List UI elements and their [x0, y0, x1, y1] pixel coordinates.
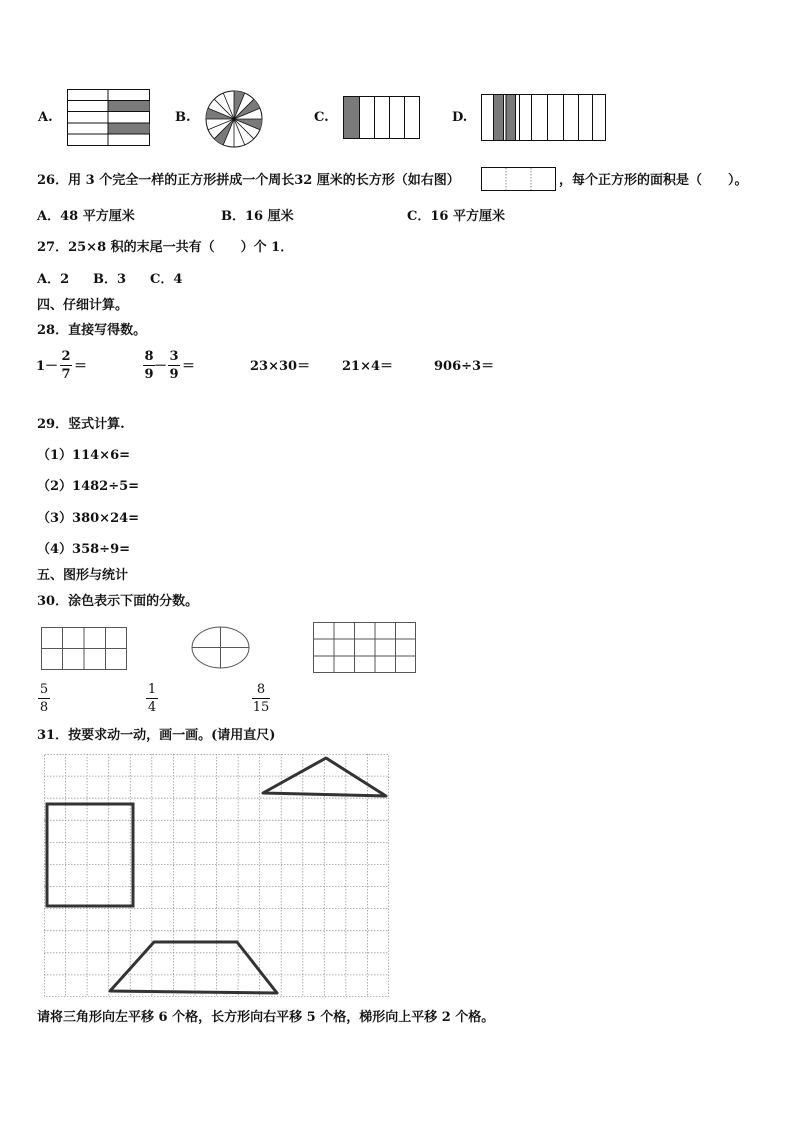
- q29-item-4: （4）358÷9=: [37, 542, 131, 557]
- q28-e1-fraction: [60, 349, 72, 382]
- q28-e2-equals: ＝: [182, 359, 196, 374]
- q29-title: 29．竖式计算.: [37, 417, 125, 432]
- q26-option-b: B．16 厘米: [221, 209, 294, 224]
- q28-e1-denominator: 7: [61, 367, 71, 382]
- q28-e5: 906÷3＝: [434, 359, 495, 374]
- q26-option-a: A．48 平方厘米: [37, 209, 135, 224]
- option-b-label: B.: [175, 110, 191, 125]
- q30-fraction-5-8: [38, 682, 50, 715]
- q28-e4: 21×4＝: [342, 359, 394, 374]
- q29-item-1: （1）114×6=: [37, 448, 131, 463]
- q30-fraction-8-15: [252, 682, 270, 715]
- option-c-label: C.: [314, 110, 329, 125]
- q26-text-before: 26．用 3 个完全一样的正方形拼成一个周长32 厘米的长方形（如右图）: [37, 173, 460, 188]
- q28-e2-denominator-2: 9: [169, 367, 179, 382]
- q30-rectangle-15-parts[interactable]: [313, 622, 417, 674]
- q28-title: 28．直接写得数。: [37, 323, 147, 338]
- q30-fraction-1-denominator: 8: [39, 700, 49, 715]
- option-a-figure: [67, 89, 151, 147]
- q28-e2-numerator-2: 3: [169, 349, 179, 364]
- q28-e1-equals: ＝: [74, 359, 88, 374]
- q26-rectangle-figure: [481, 167, 557, 192]
- q28-e1-whole: 1－: [36, 359, 59, 374]
- q27-option-c: C．4: [150, 272, 183, 287]
- q30-fraction-3-denominator: 15: [252, 700, 270, 715]
- q31-grid[interactable]: [44, 754, 390, 998]
- q31-rectangle: [47, 804, 133, 906]
- q26-option-c: C．16 平方厘米: [407, 209, 505, 224]
- q31-trapezoid: [110, 942, 277, 993]
- q30-fraction-1-numerator: 5: [39, 682, 49, 697]
- q26-text-after: ，每个正方形的面积是（ ）。: [559, 173, 748, 188]
- q30-title: 30．涂色表示下面的分数。: [37, 594, 199, 609]
- q31-instruction: 请将三角形向左平移 6 个格，长方形向右平移 5 个格，梯形向上平移 2 个格。: [37, 1010, 495, 1025]
- q28-e2-denominator-1: 9: [144, 367, 154, 382]
- q28-e3: 23×30＝: [250, 359, 311, 374]
- q29-item-2: （2）1482÷5=: [37, 479, 140, 494]
- q31-title: 31．按要求动一动，画一画。(请用直尺): [37, 728, 276, 743]
- q30-rectangle-8-parts[interactable]: [41, 627, 128, 671]
- option-d-figure: [481, 94, 607, 142]
- q28-e1-numerator: 2: [61, 349, 71, 364]
- q28-e2-minus: －: [154, 359, 168, 374]
- option-b-figure: [204, 89, 264, 149]
- q29-item-3: （3）380×24=: [37, 511, 140, 526]
- q28-e2-numerator-1: 8: [144, 349, 154, 364]
- q27-option-b: B．3: [93, 272, 127, 287]
- q27-option-a: A．2: [37, 272, 70, 287]
- option-a-label: A.: [38, 110, 53, 125]
- q30-fraction-3-numerator: 8: [256, 682, 266, 697]
- q27-text: 27．25×8 积的末尾一共有（ ）个 1．: [37, 240, 294, 255]
- option-d-label: D.: [452, 110, 468, 125]
- q30-fraction-1-4: [146, 682, 158, 715]
- option-c-figure: [343, 96, 421, 140]
- q30-ellipse-4-parts[interactable]: [191, 626, 251, 670]
- section-5-heading: 五、图形与统计: [37, 568, 129, 583]
- q30-fraction-2-denominator: 4: [147, 700, 157, 715]
- section-4-heading: 四、仔细计算。: [37, 298, 129, 313]
- q28-e2-fraction-2: [168, 349, 180, 382]
- q30-fraction-2-numerator: 1: [147, 682, 157, 697]
